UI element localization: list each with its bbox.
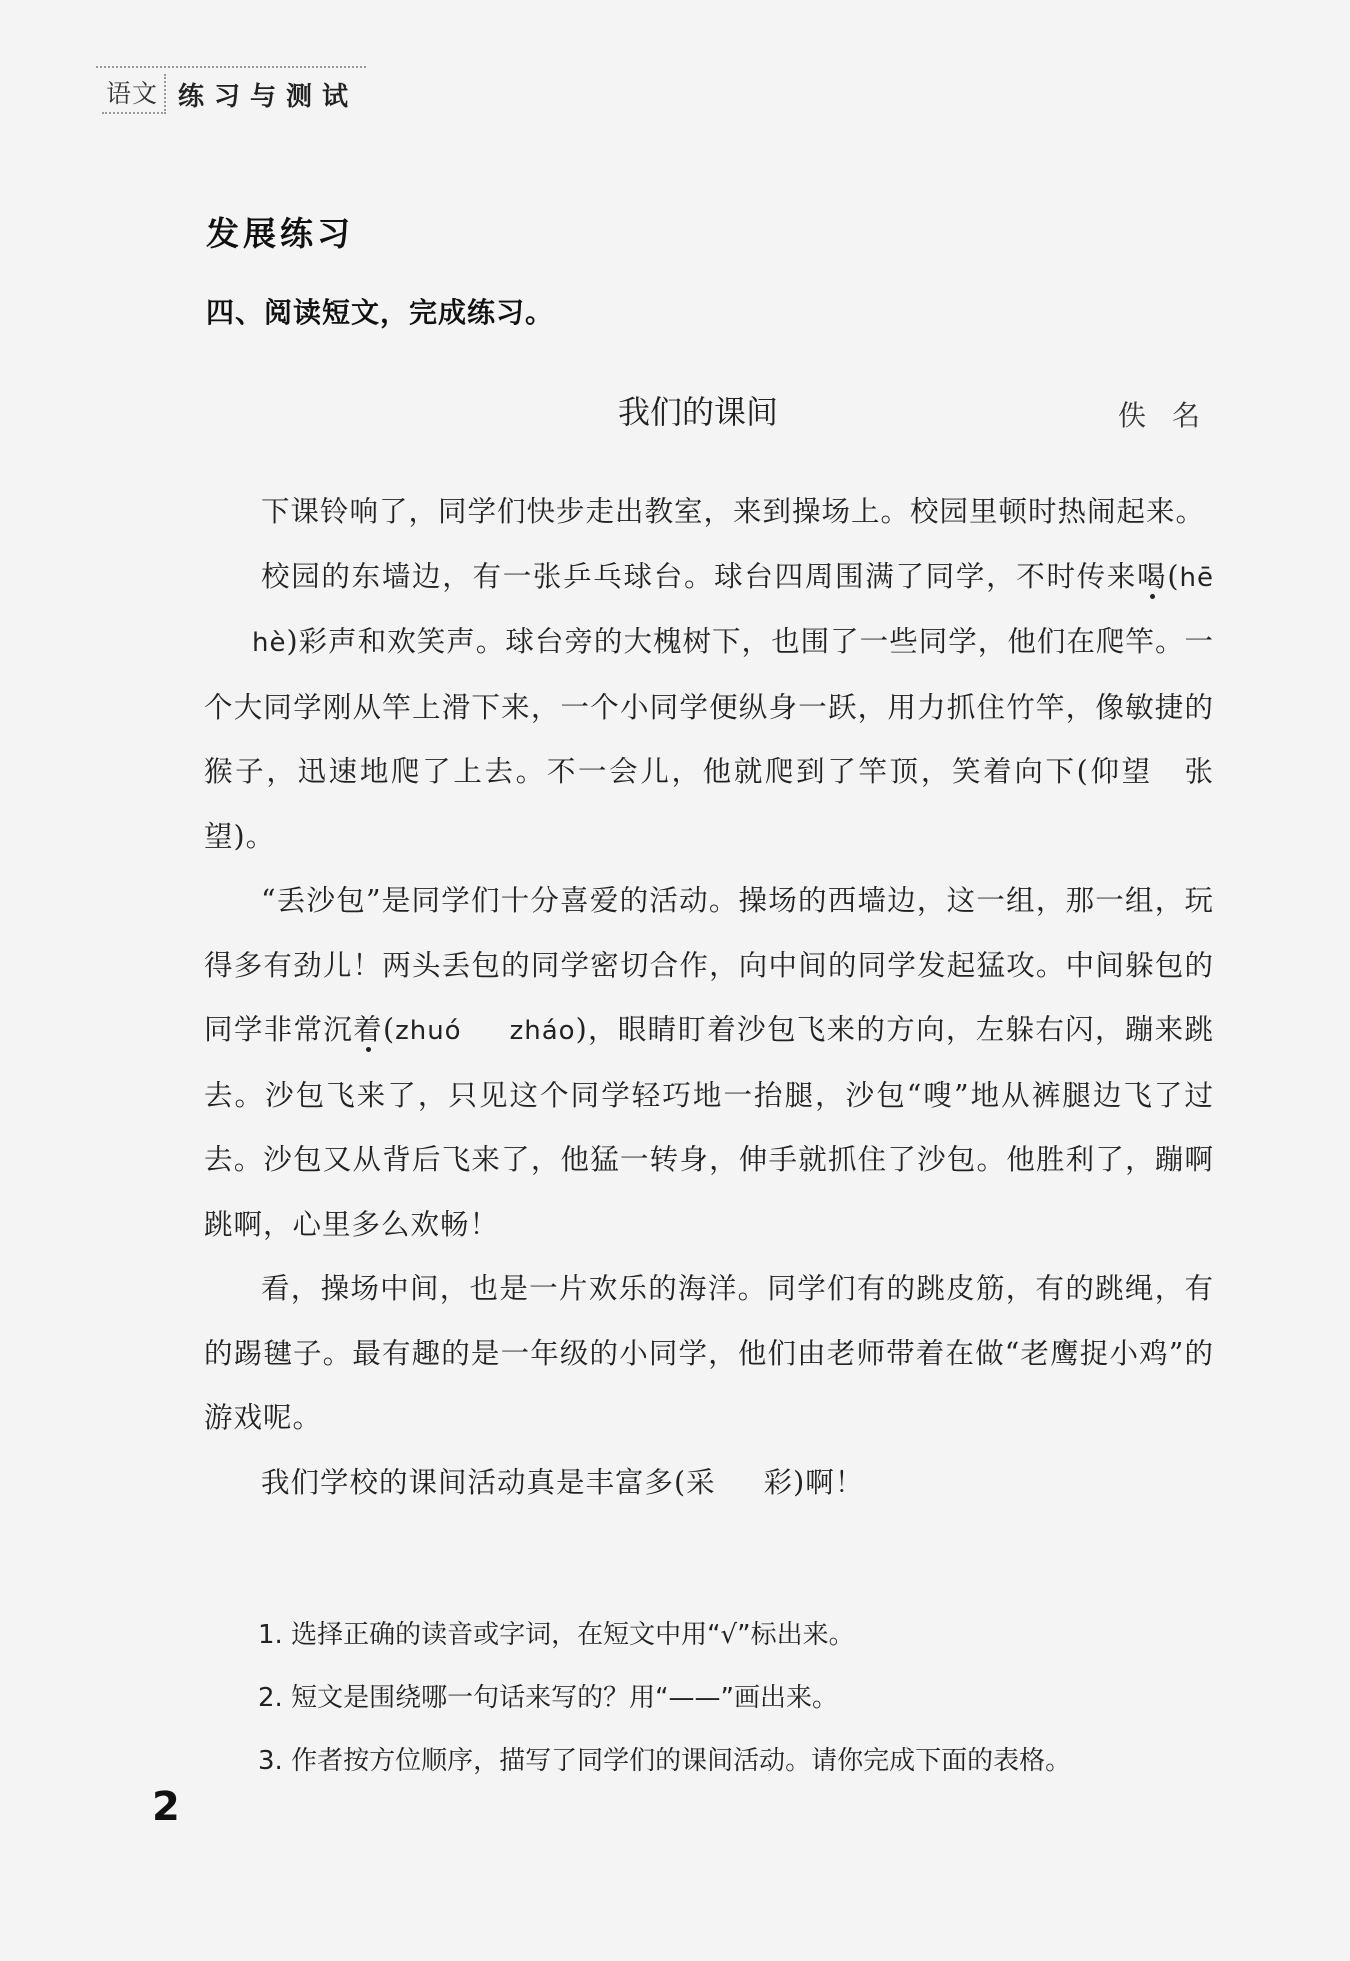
series-title: 练习与测试 [178, 82, 359, 112]
paren-open: ( [382, 1013, 396, 1046]
paren-open: ( [1076, 755, 1089, 788]
word-option-cai-2[interactable]: 彩 [763, 1465, 794, 1499]
paren-close: ) [286, 625, 299, 658]
question-item: 3. 作者按方位顺序，描写了同学们的课间活动。请你完成下面的表格。 [258, 1746, 1072, 1776]
article-author: 佚名 [1118, 399, 1227, 432]
page-header [96, 66, 366, 118]
paren-close: ) [575, 1013, 588, 1046]
task-heading: 四、阅读短文，完成练习。 [206, 296, 555, 329]
paragraph-2-text-a: 校园的东墙边，有一张乒乓球台。球台四周围满了同学，不时传来 [261, 559, 1138, 593]
word-option-yangwang[interactable]: 仰望 [1088, 755, 1153, 788]
paragraph-1: 下课铃响了，同学们快步走出教室，来到操场上。校园里顿时热闹起来。 [261, 495, 1206, 528]
section-title: 发展练习 [206, 214, 354, 253]
article-body [204, 480, 1214, 1515]
pinyin-option-he1[interactable]: hē [1179, 562, 1214, 593]
paragraph-2-text-c: 彩声和欢笑声。球台旁的大槐树下，也围了一些同学，他们在爬竿。一个大同学刚从竿上滑下来，一个小同学便纵身一跃，用力抓住竹竿，像敏捷的猴子，迅速地爬了上去。不一会儿，他就爬到了竿顶，笑着向下 [204, 625, 1214, 788]
question-list [258, 1604, 1258, 1793]
pinyin-option-he4[interactable]: hè [252, 628, 287, 658]
article-title: 我们的课间 [618, 393, 779, 431]
paragraph-5-text-a: 我们学校的课间活动真是丰富多 [261, 1465, 675, 1499]
pinyin-option-zhao[interactable]: zháo [509, 1016, 576, 1046]
paragraph-3-text-c: ，眼睛盯着沙包飞来的方向，左躲右闪，蹦来跳去。沙包飞来了，只见这个同学轻巧地一抬腿，沙包“嗖”地从裤腿边飞了过去。沙包又从背后飞来了，他猛一转身，伸手就抓住了沙包。他胜利了，蹦啊跳啊，心里多么欢畅！ [204, 1013, 1214, 1241]
paren-close: )。 [233, 819, 276, 853]
paragraph-5 [204, 1451, 1214, 1516]
paragraph-3-text-a: “丢沙包”是同学们十分喜爱的活动。操场的西墙边，这一组，那一组，玩得多有劲儿！两头丢包的同学密切合作，向中间的同学发起猛攻。中间躲包的同学非常沉 [204, 884, 1214, 1046]
paren-open: ( [674, 1465, 687, 1499]
paren-close: )啊！ [793, 1465, 865, 1499]
word-option-cai-1[interactable]: 采 [686, 1465, 716, 1499]
paragraph-2 [204, 545, 1214, 870]
question-item: 1. 选择正确的读音或字词，在短文中用“√”标出来。 [258, 1620, 855, 1650]
paren-open: ( [1167, 559, 1180, 593]
pinyin-option-zhuo[interactable]: zhuó [395, 1016, 462, 1046]
page-number: 2 [152, 1784, 180, 1830]
question-item: 2. 短文是围绕哪一句话来写的？用“——”画出来。 [258, 1683, 839, 1713]
dotted-char-zhe: 着 [353, 1013, 383, 1046]
subject-label: 语文 [102, 74, 166, 114]
dotted-char-he: 喝 [1137, 559, 1168, 593]
paragraph-4: 看，操场中间，也是一片欢乐的海洋。同学们有的跳皮筋，有的跳绳，有的踢毽子。最有趣的是一年级的小同学，他们由老师带着在做“老鹰捉小鸡”的游戏呢。 [204, 1272, 1214, 1434]
paragraph-3 [204, 869, 1214, 1257]
word-option-zhangwang[interactable]: 张望 [204, 755, 1214, 853]
